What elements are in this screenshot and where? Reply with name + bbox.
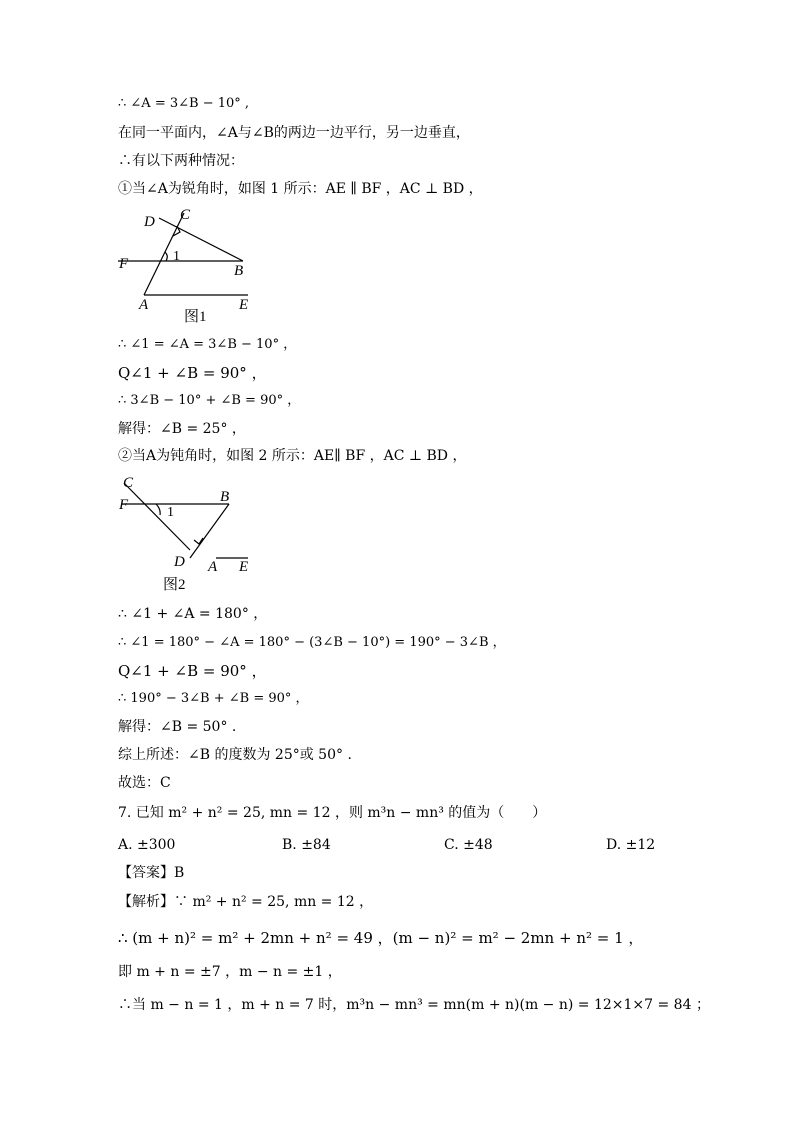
label-D: D	[174, 554, 185, 570]
text-line: 在同一平面内，∠A与∠B的两边一边平行，另一边垂直，	[118, 125, 470, 141]
label-F: F	[119, 256, 129, 272]
text-line: 解得：∠B = 25° ，	[118, 421, 246, 437]
label-A: A	[139, 297, 149, 313]
figure-1	[112, 200, 272, 330]
text-line: Q∠1 + ∠B = 90° ，	[118, 662, 267, 680]
figure-1-caption: 图1	[184, 309, 207, 325]
text-line: ①当∠A为锐角时，如图 1 所示：AE ∥ BF ，AC ⊥ BD ，	[118, 181, 483, 197]
text-line: Q∠1 + ∠B = 90° ，	[118, 364, 267, 382]
option-d: D. ±12	[606, 837, 656, 853]
text-line: ∴ ∠1 = ∠A = 3∠B − 10° ，	[118, 337, 297, 352]
label-C: C	[180, 207, 191, 223]
text-line: ∴当 m − n = 1 ，m + n = 7 时，m³n − mn³ = mn(m + n)(m − n) = 12×1×7 = 84 ；	[118, 997, 710, 1013]
label-B: B	[220, 489, 230, 505]
text-line: ∴ (m + n)² = m² + 2mn + n² = 49 ，(m − n)² = m² − 2mn + n² = 1 ，	[118, 929, 644, 947]
option-b: B. ±84	[282, 837, 331, 853]
analysis-line: 【解析】∵ m² + n² = 25, mn = 12 ，	[118, 894, 374, 910]
text-line: ∴ 3∠B − 10° + ∠B = 90° ，	[118, 393, 301, 408]
label-angle-1: 1	[167, 505, 174, 520]
label-B: B	[234, 263, 244, 279]
answer-line: 【答案】B	[118, 865, 185, 881]
text-line: ∴ ∠1 + ∠A = 180° ，	[118, 606, 268, 622]
label-E: E	[239, 297, 249, 313]
text-line: 综上所述：∠B 的度数为 25°或 50° .	[118, 747, 352, 763]
text-line: ②当A为钝角时，如图 2 所示：AE∥ BF ，AC ⊥ BD ，	[118, 448, 467, 464]
text-line: ∴ 190° − 3∠B + ∠B = 90° ，	[118, 691, 309, 706]
label-C: C	[123, 475, 134, 491]
figure-2	[112, 470, 272, 600]
figure-2-caption: 图2	[163, 577, 186, 593]
label-angle-1: 1	[173, 249, 180, 264]
question-7: 7. 已知 m² + n² = 25, mn = 12 ，则 m³n − mn³ 的值为（ ）	[118, 805, 547, 821]
label-E: E	[239, 559, 249, 575]
option-a: A. ±300	[118, 837, 176, 853]
text-line: ∴ ∠A = 3∠B − 10° ,	[118, 96, 250, 111]
label-A: A	[208, 559, 218, 575]
label-F: F	[119, 497, 129, 513]
option-c: C. ±48	[444, 837, 493, 853]
label-D: D	[144, 214, 155, 230]
text-line: 解得：∠B = 50° .	[118, 719, 237, 735]
text-line: 即 m + n = ±7 ，m − n = ±1 ，	[118, 964, 342, 980]
text-line: ∴有以下两种情况：	[118, 153, 244, 169]
text-line: 故选：C	[118, 775, 171, 791]
text-line: ∴ ∠1 = 180° − ∠A = 180° − (3∠B − 10°) = 190° − 3∠B ，	[118, 635, 506, 650]
